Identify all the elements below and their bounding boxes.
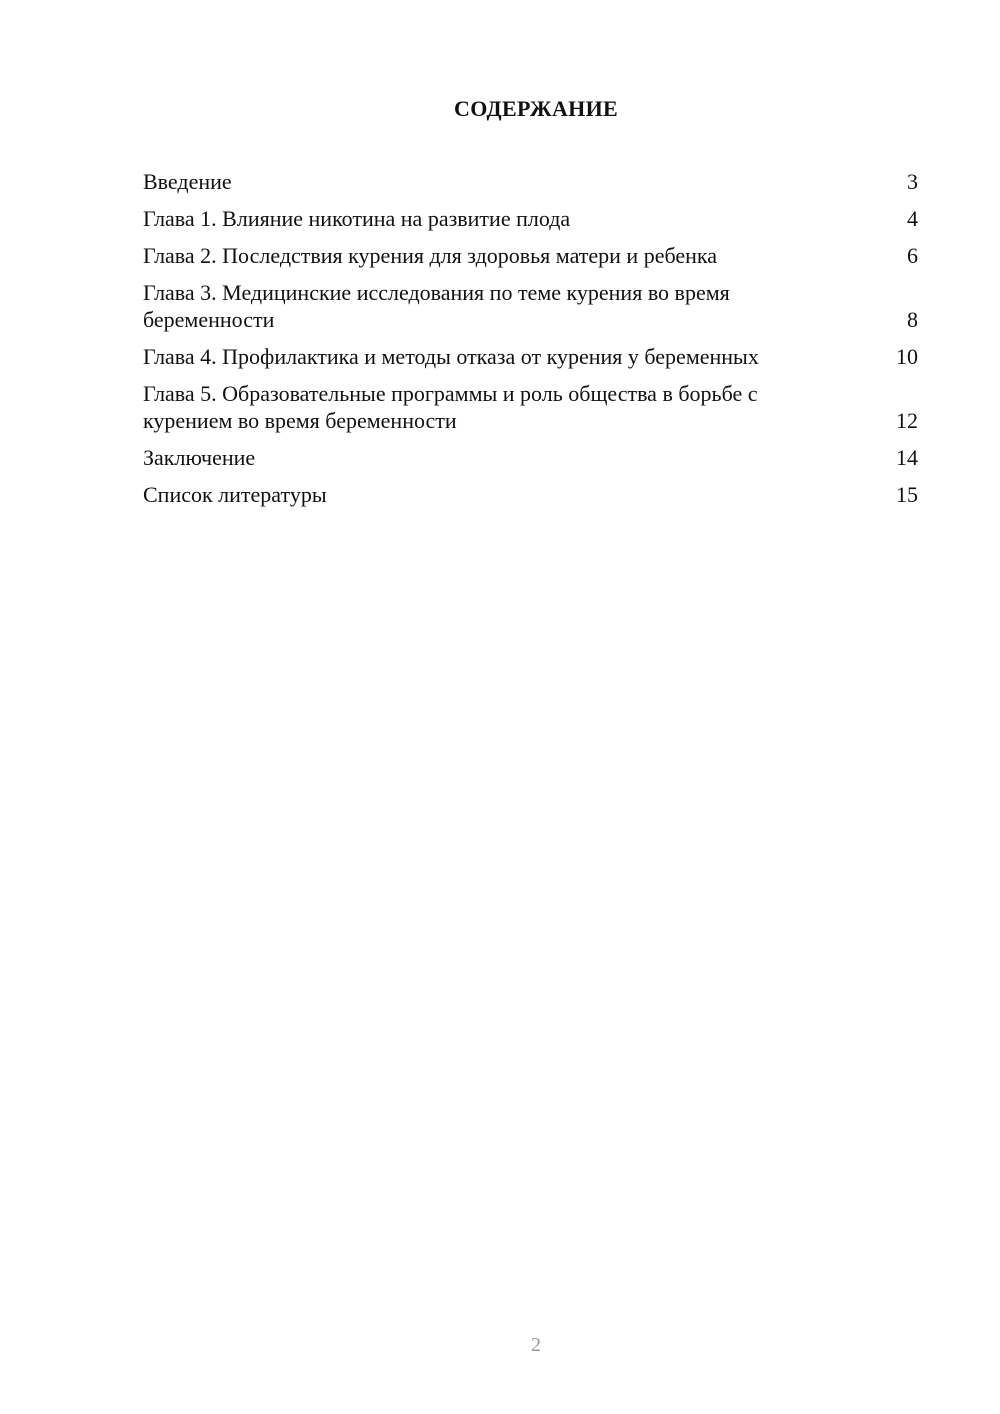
- toc-item-label: Глава 2. Последствия курения для здоровья матери и ребенка: [143, 243, 718, 268]
- toc-item-label: Глава 5. Образовательные программы и роль общества в борьбе с курением во время беременности: [143, 381, 758, 433]
- toc-item-page: 6: [907, 243, 918, 268]
- toc-item-page: 8: [907, 307, 918, 332]
- toc-item-label: Список литературы: [143, 482, 327, 507]
- toc-item-label: Глава 3. Медицинские исследования по теме курения во время беременности: [143, 280, 730, 332]
- toc-item-chapter-1[interactable]: [143, 205, 918, 232]
- toc-item-page: 15: [896, 482, 918, 507]
- toc-item-label: Введение: [143, 169, 232, 194]
- toc-item-page: 10: [896, 344, 918, 369]
- toc-item-references[interactable]: [143, 481, 918, 508]
- toc-item-page: 14: [896, 445, 918, 470]
- toc-item-label: Глава 1. Влияние никотина на развитие плода: [143, 206, 571, 231]
- toc-item-chapter-4[interactable]: [143, 343, 918, 370]
- toc-item-label: Глава 4. Профилактика и методы отказа от курения у беременных: [143, 344, 759, 369]
- toc-item-chapter-5[interactable]: [143, 380, 918, 434]
- toc-item-conclusion[interactable]: [143, 444, 918, 471]
- toc-item-page: 4: [907, 206, 918, 231]
- toc-item-chapter-2[interactable]: [143, 242, 918, 269]
- page-number: 2: [531, 1334, 541, 1356]
- toc-item-page: 12: [896, 408, 918, 433]
- toc-item-label: Заключение: [143, 445, 256, 470]
- toc-item-introduction[interactable]: [143, 168, 918, 195]
- toc-title: СОДЕРЖАНИЕ: [454, 96, 618, 121]
- toc-item-page: 3: [907, 169, 918, 194]
- table-of-contents: [143, 168, 918, 518]
- toc-item-chapter-3[interactable]: [143, 279, 918, 333]
